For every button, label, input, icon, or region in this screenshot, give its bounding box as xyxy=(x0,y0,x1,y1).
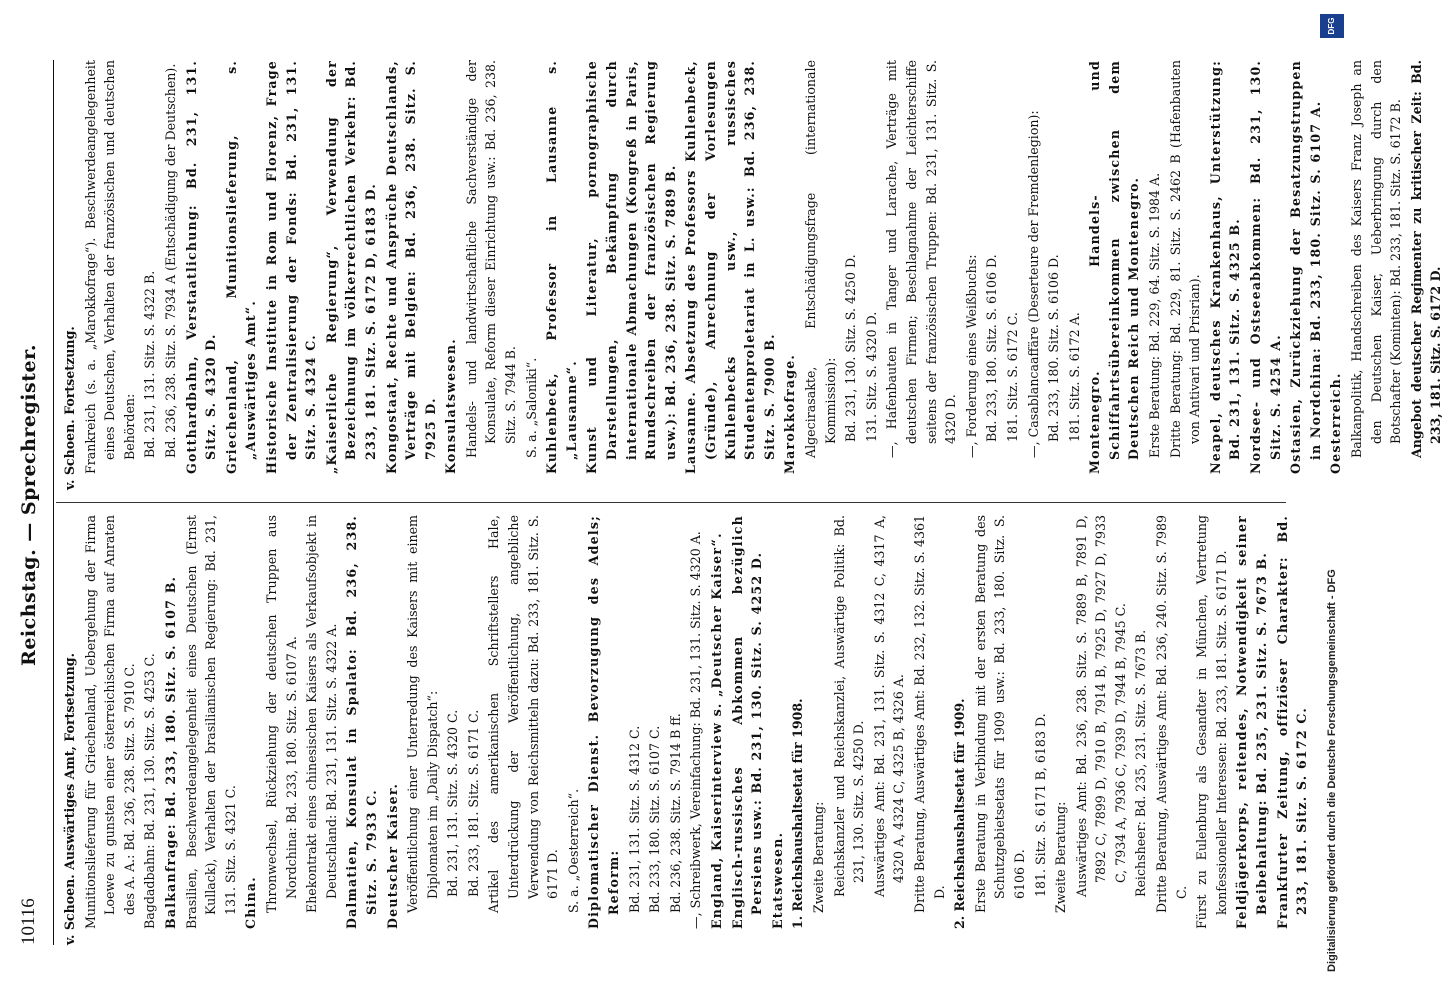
index-entry: Diplomatischer Dienst. Bevorzugung des Adels; Reform: xyxy=(586,515,622,929)
index-entry: Erste Beratung in Verbindung mit der ersten Beratung des Schutzgebietsetats für 1909 usw.: Bd. 233, 180. Sitz. S. 6106 D. xyxy=(972,515,1027,913)
index-entry: 2. Reichshaushaltsetat für 1909. xyxy=(952,698,968,929)
index-entry: Zweite Beratung: xyxy=(810,801,826,913)
index-entry: Oesterreich. xyxy=(1328,372,1344,474)
index-entry: Auswärtiges Amt: Bd. 231, 131. Sitz. S. 4312 C, 4317 A, 4320 A, 4324 C, 4325 B, 4326 A. xyxy=(871,515,907,897)
index-entry: Deutscher Kaiser. xyxy=(384,782,400,929)
index-entry: Dritte Beratung, Auswärtiges Amt: Bd. 236, 240. Sitz. S. 7989 C. xyxy=(1154,515,1189,913)
right-column xyxy=(60,60,1447,490)
index-entry: Thronwechsel, Rückziehung der deutschen Truppen aus Nordchina: Bd. 233, 180. Sitz. S. 6107 A. xyxy=(263,515,299,913)
index-entry: England, Kaiserinterview s. „Deutscher Kaiser“. xyxy=(709,532,724,929)
index-entry: Kongostaat, Rechte und Ansprüche Deutschlands, Verträge mit Belgien: Bd. 236, 238. Sitz. S. 7925 D. xyxy=(383,60,438,474)
index-entry: Konsulatswesen. xyxy=(443,338,459,474)
index-entry: —, Casablancaaffäre (Deserteure der Fremdenlegion): xyxy=(1025,110,1041,458)
index-entry: Historische Institute in Rom und Florenz, Frage der Zentralisierung der Fonds: Bd. 231, 131. Sitz. S. 4324 C. xyxy=(263,60,319,474)
index-entry: Balkanfrage: Bd. 233, 180. Sitz. S. 6107 B. xyxy=(162,575,178,929)
index-entry: Dritte Beratung: Bd. 229, 81. Sitz. S. 2462 B (Hafenbauten von Antivari und Prisrian). xyxy=(1167,60,1203,458)
index-entry: Bd. 233, 180. Sitz. S. 6107 C. xyxy=(647,725,663,913)
index-entry: Fürst zu Eulenburg als Gesandter in München, Vertretung konfessioneller Interessen: Bd. 233, 181. Sitz. S. 6171 D. xyxy=(1194,515,1229,929)
index-entry: Frankreich (s. a. „Marokkofrage“). Beschwerdeangelegenheit eines Deutschen, Verhalten der französischen und deutschen Behörden: xyxy=(82,60,137,474)
index-entry: Veröffentlichung einer Unterredung des Kaisers mit einem Diplomaten im „Daily Dispatch“: xyxy=(405,515,440,913)
index-entry: Erste Beratung: Bd. 229, 64. Sitz. S. 1984 A. xyxy=(1147,172,1163,458)
index-entry: Etatswesen. xyxy=(769,831,785,929)
page-header xyxy=(8,65,48,945)
index-entry: —, Hafenbauten in Tanger und Larache, Verträge mit deutschen Firmen; Beschlagnahme der Leichterschiffe seitens der französischen Truppen: Bd. 231, 131. Sitz. S. 4320 D. xyxy=(884,60,959,458)
index-entry: 181. Sitz. S. 6172 C. xyxy=(1004,312,1020,442)
right-column-heading: v. Schoen. Fortsetzung. xyxy=(62,326,77,490)
left-column-heading: v. Schoen. Auswärtiges Amt, Fortsetzung. xyxy=(62,653,77,945)
index-entry: 1. Reichshaushaltsetat für 1908. xyxy=(790,698,806,929)
index-entry: Munitionslieferung für Griechenland, Uebergehung der Firma Loewe zu gunsten einer österreichischen Firma auf Anraten des A. A.: Bd. 236, 238. Sitz. S. 7910 C. xyxy=(82,515,137,929)
index-entry: —, Schreibwerk, Vereinfachung: Bd. 231, 131. Sitz. S. 4320 A. xyxy=(688,531,704,929)
index-entry: Bagdadbahn: Bd. 231, 130. Sitz. S. 4253 C. xyxy=(142,653,158,929)
index-entry: „Kaiserliche Regierung“, Verwendung der Bezeichnung im völkerrechtlichen Verkehr: Bd. 233, 181. Sitz. S. 6172 D, 6183 D. xyxy=(323,60,378,474)
index-entry: Bd. 231, 131. Sitz. S. 4320 C. xyxy=(445,709,461,897)
index-entry: Reichskanzler und Reichskanzlei, Auswärtige Politik: Bd. 231, 130. Sitz. S. 4250 D. xyxy=(831,515,867,897)
digitization-credit xyxy=(1318,12,1374,992)
index-entry: Lausanne. Absetzung des Professors Kuhlenbeck, (Gründe), Anrechnung der Vorlesungen Kuhlenbecks usw., russisches Studentenproletariat in L. usw.: Bd. 236, 238. Sitz. S. 7900 B. xyxy=(683,60,777,474)
index-entry: Bd. 231, 130. Sitz. S. 4250 D. xyxy=(843,254,859,442)
index-entry: Nordsee- und Ostseeabkommen: Bd. 231, 130. Sitz. S. 4254 A. xyxy=(1248,60,1283,474)
index-entry: Englisch-russisches Abkommen bezüglich Persiens usw.: Bd. 231, 130. Sitz. S. 4252 D. xyxy=(729,515,765,929)
index-entry: Angebot deutscher Regimenter zu kritischer Zeit: Bd. 233, 181. Sitz. S. 6172 D. xyxy=(1408,60,1444,458)
running-head: Reichstag. — Sprechregister. xyxy=(18,344,40,666)
index-entry: China. xyxy=(243,876,259,929)
index-entry: Algecirasakte, Entschädigungsfrage (internationale Kommission): xyxy=(802,60,838,458)
index-entry: Balkanpolitik, Handschreiben des Kaisers Franz Joseph an den Deutschen Kaiser, Ueberbringung durch den Botschafter (Kominten): Bd. 233, 181. Sitz. S. 6172 B. xyxy=(1349,60,1404,458)
index-entry: Bd. 231, 131. Sitz. S. 4312 C. xyxy=(626,725,642,913)
index-entry: Bd. 233, 181. Sitz. S. 6171 C. xyxy=(465,709,481,897)
left-column xyxy=(60,515,1313,945)
index-entry: Frankfurter Zeitung, offiziöser Charakter: Bd. 233, 181. Sitz. S. 6172 C. xyxy=(1274,515,1310,929)
index-entry: Griechenland, Munitionslieferung, s. „Auswärtiges Amt“. xyxy=(223,60,259,474)
index-entry: Bd. 231, 131. Sitz. S. 4322 B. xyxy=(142,270,158,458)
index-entry: Brasilien, Beschwerdeangelegenheit eines Deutschen (Ernst Kullack), Verhalten der brasilianischen Regierung: Bd. 231, 131. Sitz. S. 4321 C. xyxy=(183,515,238,929)
index-entry: S. a. „Saloniki“. xyxy=(523,357,539,458)
index-entry: S. a. „Oesterreich“. xyxy=(565,788,581,913)
index-entry: Neapel, deutsches Krankenhaus, Unterstützung: Bd. 231, 131. Sitz. S. 4325 B. xyxy=(1207,60,1243,474)
column-divider xyxy=(56,502,1286,503)
index-entry: 131. Sitz. S. 4320 D. xyxy=(863,311,879,442)
index-entry: Bd. 236, 238. Sitz. S. 7914 B ff. xyxy=(667,713,683,913)
index-entry: Ostasien, Zurückziehung der Besatzungstruppen in Nordchina: Bd. 233, 180. Sitz. S. 6107 A. xyxy=(1288,60,1323,474)
index-entry: Montenegro. Handels- und Schiffahrtsübereinkommen zwischen dem Deutschen Reich und Montenegro. xyxy=(1087,60,1142,474)
dfg-logo-icon: DFG xyxy=(1320,14,1344,38)
index-entry: 181. Sitz. S. 6171 B, 6183 D. xyxy=(1032,713,1048,897)
index-entry: Artikel des amerikanischen Schriftstellers Hale, Unterdrückung der Veröffentlichung, angebliche Verwendung von Reichsmitteln dazu: Bd. 233, 181. Sitz. S. 6171 D. xyxy=(486,515,561,913)
dfg-credit-text: Digitalisierung gefördert durch die Deutsche Forschungsgemeinschaft - DFG xyxy=(1326,569,1338,972)
index-entry: Auswärtiges Amt: Bd. 236, 238. Sitz. S. 7889 B, 7891 D, 7892 C, 7899 D, 7910 B, 7914 B, 7925 D, 7927 D, 7933 C, 7934 A, 7936 C, 7939 D, 7944 B, 7945 C. xyxy=(1073,515,1128,897)
index-entry: Bd. 236, 238. Sitz. S. 7934 A (Entschädigung der Deutschen). xyxy=(162,63,178,458)
index-entry: Marokkofrage. xyxy=(782,353,798,474)
index-entry: —, Forderung eines Weißbuchs: xyxy=(963,254,979,458)
index-entry: Gotthardbahn, Verstaatlichung: Bd. 231, 131. Sitz. S. 4320 D. xyxy=(183,60,219,474)
index-entry: Handels- und landwirtschaftliche Sachverständige der Konsulate, Reform dieser Einrichtung usw.: Bd. 236, 238. Sitz. S. 7944 B. xyxy=(463,60,519,458)
index-entry: Kuhlenbeck, Professor in Lausanne s. „Lausanne“. xyxy=(544,60,579,474)
index-entry: Kunst und Literatur, pornographische Darstellungen, Bekämpfung durch internationale Abmachungen (Kongreß in Paris, Rundschreiben der französischen Regierung usw.): Bd. 236, 238. Sitz. S. 7889 B. xyxy=(584,60,678,474)
index-entry: Bd. 233, 180. Sitz. S. 6106 D. xyxy=(1046,254,1062,442)
index-entry: Zweite Beratung: xyxy=(1053,801,1069,913)
header-rule xyxy=(53,60,54,945)
index-entry: Feldjägerkorps, reitendes, Notwendigkeit seiner Beibehaltung: Bd. 235, 231. Sitz. S. 7673 B. xyxy=(1234,515,1270,929)
index-entry: Ehekontrakt eines chinesischen Kaisers als Verkaufsobjekt in Deutschland: Bd. 231, 131. Sitz. S. 4322 A. xyxy=(304,515,339,913)
index-entry: Dalmatien, Konsulat in Spalato: Bd. 236, 238. Sitz. S. 7933 C. xyxy=(344,515,379,929)
index-entry: Reichsheer: Bd. 235, 231. Sitz. S. 7673 B. xyxy=(1133,629,1149,897)
index-entry: 181. Sitz. S. 6172 A. xyxy=(1066,312,1082,442)
page-number: 10116 xyxy=(18,898,39,945)
index-entry: Dritte Beratung, Auswärtiges Amt: Bd. 232, 132. Sitz. S. 4361 D. xyxy=(911,515,947,913)
index-entry: Bd. 233, 180. Sitz. S. 6106 D. xyxy=(984,254,1000,442)
